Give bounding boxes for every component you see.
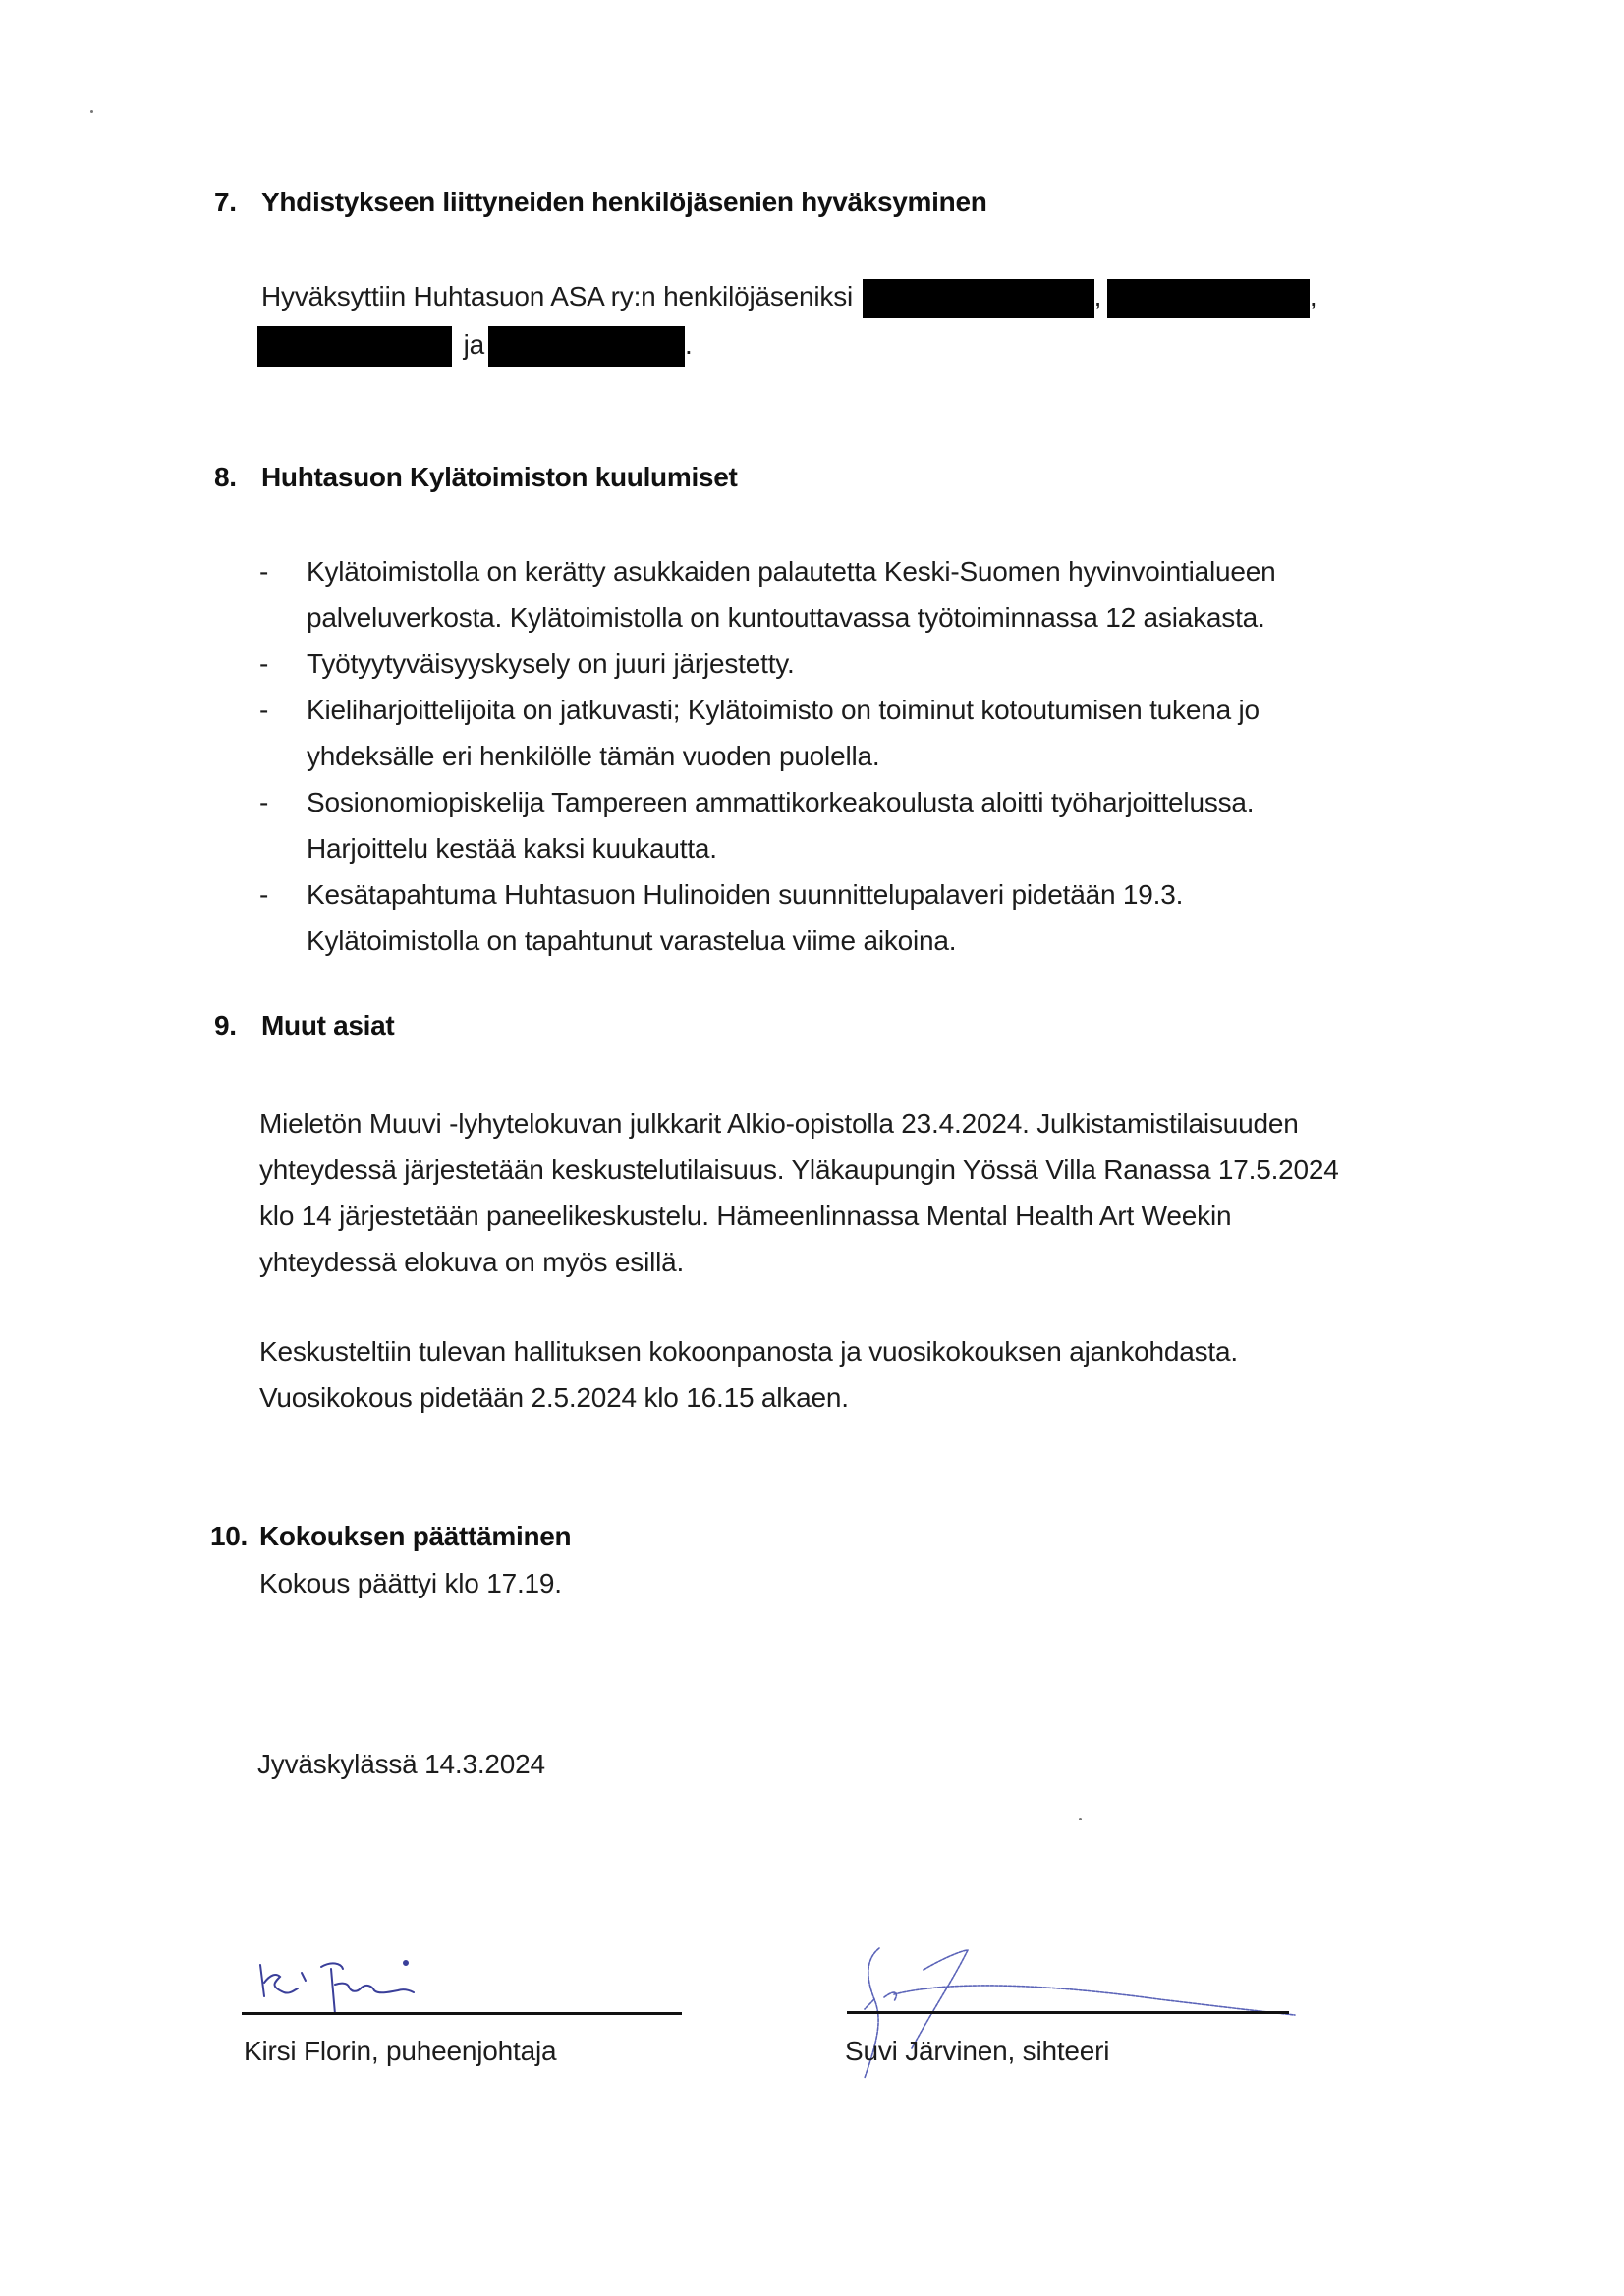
bullet-dash: - [259,556,269,587]
bullet-line: Harjoittelu kestää kaksi kuukautta. [307,833,717,864]
closing-text: Kokous päättyi klo 17.19. [259,1568,562,1598]
signature-1-caption [244,2028,556,2074]
bullet-line: palveluverkosta. Kylätoimistolla on kuntouttavassa työtoiminnassa 12 asiakasta. [307,602,1265,633]
signer-name-role: Suvi Järvinen, sihteeri [845,2036,1110,2066]
paragraph-text: Hyväksyttiin Huhtasuon ASA ry:n henkilöjäseniksi [261,281,854,311]
comma: , [1309,281,1317,311]
section-8-bullet-list [259,548,1438,961]
bullet-line: Sosionomiopiskelija Tampereen ammattikorkeakoulusta aloitti työharjoittelussa. [307,787,1255,817]
scan-speck [1079,1818,1082,1820]
section-10-text [259,1560,562,1606]
section-number: 7. [214,187,237,217]
bullet-dash: - [259,879,269,910]
scan-speck [90,110,93,113]
paragraph-line: yhteydessä elokuva on myös esillä. [259,1247,685,1277]
section-7-heading [214,187,987,218]
redacted-name-1 [863,279,1094,318]
section-title: Muut asiat [261,1010,395,1040]
bullet-line: Kylätoimistolla on tapahtunut varastelua viime aikoina. [307,925,957,956]
comma: , [1093,281,1102,311]
section-10-heading [210,1521,571,1552]
bullet-line: Kesätapahtuma Huhtasuon Hulinoiden suunnittelupalaveri pidetään 19.3. [307,879,1184,910]
signature-kirsi-florin [241,1955,418,2014]
section-8-heading [214,462,738,493]
section-title: Yhdistykseen liittyneiden henkilöjäsenien hyväksyminen [261,187,987,217]
section-9-paragraph-1 [259,1100,1339,1285]
bullet-line: Kylätoimistolla on kerätty asukkaiden palautetta Keski-Suomen hyvinvointialueen [307,556,1276,587]
paragraph-line: yhteydessä järjestetään keskustelutilaisuus. Yläkaupungin Yössä Villa Ranassa 17.5.2024 [259,1154,1339,1185]
bullet-dash: - [259,648,269,679]
section-number: 9. [214,1010,237,1040]
section-9-heading [214,1010,394,1041]
signature-line-1b [242,2012,682,2015]
section-title: Huhtasuon Kylätoimiston kuulumiset [261,462,738,492]
period: . [685,329,693,360]
signature-line-2 [847,2011,1289,2014]
section-number: 8. [214,462,237,492]
section-7-paragraph-line-2 [257,324,693,367]
place-date [257,1741,545,1787]
bullet-dash: - [259,787,269,817]
bullet-line: yhdeksälle eri henkilölle tämän vuoden puolella. [307,741,880,771]
section-7-paragraph-line-1 [261,277,1316,318]
place-date-text: Jyväskylässä 14.3.2024 [257,1749,545,1779]
bullet-line: Työtyytyväisyyskysely on juuri järjestetty. [307,648,795,679]
paragraph-line: Mieletön Muuvi -lyhytelokuvan julkkarit Alkio-opistolla 23.4.2024. Julkistamistilaisuuden [259,1108,1299,1139]
paragraph-line: klo 14 järjestetään paneelikeskustelu. Hämeenlinnassa Mental Health Art Weekin [259,1201,1232,1231]
conjunction-text: ja [463,329,484,360]
section-9-paragraph-2 [259,1328,1238,1421]
section-number: 10. [210,1521,249,1551]
paragraph-line: Vuosikokous pidetään 2.5.2024 klo 16.15 alkaen. [259,1382,849,1413]
bullet-dash: - [259,695,269,725]
signature-2-caption [845,2028,1109,2074]
paragraph-line: Keskusteltiin tulevan hallituksen kokoonpanosta ja vuosikokouksen ajankohdasta. [259,1336,1238,1367]
section-title: Kokouksen päättäminen [259,1521,572,1551]
signer-name-role: Kirsi Florin, puheenjohtaja [244,2036,557,2066]
redacted-name-3 [257,326,452,367]
bullet-line: Kieliharjoittelijoita on jatkuvasti; Kylätoimisto on toiminut kotoutumisen tukena jo [307,695,1260,725]
redacted-name-4 [488,326,685,367]
redacted-name-2 [1107,279,1310,318]
